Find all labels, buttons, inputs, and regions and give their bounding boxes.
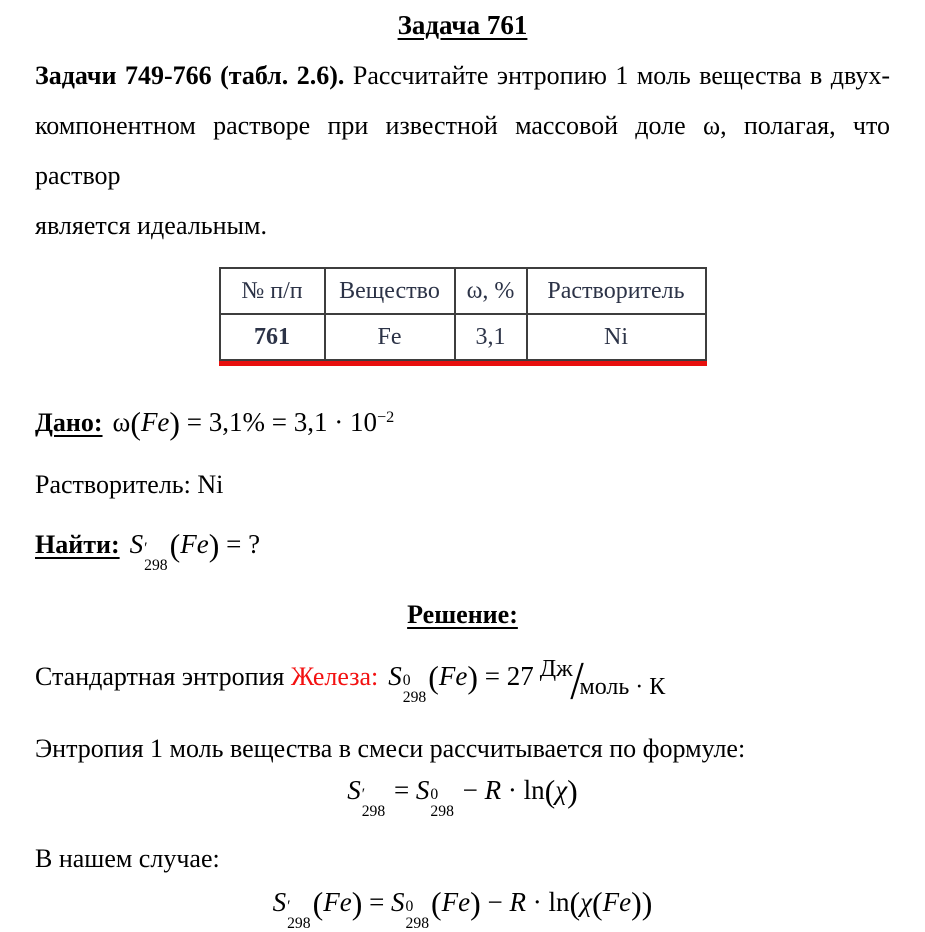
header-cell-omega: ω, %	[455, 268, 527, 314]
intro-bold-lead: Задачи 749-766 (табл. 2.6).	[35, 61, 345, 90]
minus-sign: −	[462, 775, 478, 806]
solution-heading-row	[35, 600, 890, 630]
close-paren: )	[641, 886, 653, 922]
std-entropy-line	[35, 655, 890, 707]
s-supsub	[144, 541, 167, 574]
table-data-row	[220, 314, 706, 360]
intro-line-2: компонентном растворе при известной массовой доле ω, полагая, что раствор	[35, 111, 890, 190]
s-superscript: 0	[405, 898, 414, 916]
units-numerator: Дж	[539, 656, 573, 683]
units-denominator: моль · К	[579, 674, 666, 701]
solution-heading: Решение:	[407, 600, 518, 630]
open-paren: (	[592, 886, 603, 922]
s-symbol: S	[388, 661, 402, 692]
close-paren: )	[169, 406, 181, 441]
given-exponent: −2	[376, 408, 395, 427]
s-symbol: S	[129, 529, 144, 560]
close-paren: )	[631, 886, 642, 922]
s-subscript: 298	[430, 803, 454, 821]
cell-omega-value: 3,1	[455, 314, 527, 360]
close-paren: )	[208, 528, 220, 563]
fe-symbol: Fe	[602, 887, 632, 918]
conditions-table	[219, 267, 707, 361]
entropy-s-term	[130, 529, 170, 574]
s-supsub	[430, 787, 453, 820]
table-header-row	[220, 268, 706, 314]
open-paren: (	[312, 886, 324, 922]
close-paren: )	[470, 886, 481, 922]
s-symbol: S	[391, 887, 405, 918]
header-cell-number: № п/п	[220, 268, 325, 314]
open-paren: (	[544, 774, 556, 810]
s-superscript: 0	[430, 786, 439, 804]
dot-operator: ·	[532, 887, 542, 918]
entropy-s-term	[416, 775, 456, 820]
intro-line-1	[35, 51, 890, 101]
omega-symbol: ω	[112, 407, 131, 438]
entropy-s-term	[391, 887, 431, 932]
fe-symbol: Fe	[441, 887, 471, 918]
s-symbol: S	[415, 775, 430, 806]
intro-line-1-text: Рассчитайте энтропию 1 моль вещества в двух-	[344, 61, 890, 90]
solvent-line: Растворитель: Ni	[35, 470, 224, 499]
entropy-s-term	[388, 661, 428, 706]
given-line	[35, 406, 890, 442]
std-entropy-value: = 27	[477, 661, 534, 692]
header-cell-substance: Вещество	[325, 268, 455, 314]
units-fraction	[539, 655, 666, 707]
mix-rule-line: Энтропия 1 моль вещества в смеси рассчитывается по формуле:	[35, 734, 746, 764]
s-subscript: 298	[405, 915, 430, 932]
s-supsub	[287, 899, 310, 932]
gas-constant-symbol: R	[484, 775, 502, 806]
table-red-underline	[219, 361, 707, 366]
given-value: = 3,1% = 3,1 · 10	[180, 407, 377, 438]
chi-symbol: χ	[555, 775, 568, 806]
s-subscript: 298	[287, 915, 311, 932]
cell-solvent: Ni	[527, 314, 706, 360]
dot-operator: ·	[507, 775, 517, 806]
s-supsub	[403, 673, 426, 706]
entropy-s-term	[347, 775, 387, 820]
entropy-s-term	[273, 887, 313, 932]
close-paren: )	[567, 774, 578, 810]
case-formula	[35, 886, 890, 932]
cell-substance: Fe	[325, 314, 455, 360]
fraction-slash: ∕	[569, 655, 585, 707]
cell-problem-number: 761	[220, 314, 325, 360]
s-supsub	[362, 787, 385, 820]
intro-paragraph	[35, 51, 890, 251]
iron-red-text: Железа:	[290, 662, 379, 692]
std-entropy-formula	[388, 655, 666, 707]
s-symbol: S	[347, 775, 361, 806]
given-label: Дано:	[35, 408, 103, 438]
s-subscript: 298	[402, 689, 427, 707]
general-formula	[35, 774, 890, 820]
find-label: Найти:	[35, 530, 120, 560]
std-entropy-text: Стандартная энтропия	[35, 662, 291, 692]
fe-symbol: Fe	[438, 661, 468, 692]
s-subscript: 298	[144, 557, 168, 575]
s-superscript: ′	[287, 898, 291, 916]
find-line	[35, 528, 890, 574]
s-superscript: ′	[144, 540, 148, 558]
s-superscript: 0	[402, 672, 411, 690]
chi-symbol: χ	[580, 887, 593, 918]
fe-symbol: Fe	[323, 887, 352, 918]
fe-symbol: Fe	[140, 407, 170, 438]
conditions-table-wrap	[35, 267, 890, 366]
minus-sign: −	[487, 887, 503, 918]
equals-sign: =	[393, 775, 410, 806]
close-paren: )	[467, 660, 478, 696]
s-subscript: 298	[361, 803, 386, 821]
find-formula	[129, 528, 261, 575]
ln-operator: ln	[523, 775, 545, 806]
ln-operator: ln	[548, 887, 570, 918]
open-paren: (	[428, 660, 439, 696]
page-title: Задача 761	[397, 10, 528, 40]
fe-symbol: Fe	[180, 529, 209, 560]
open-paren: (	[169, 528, 181, 563]
given-formula	[112, 406, 395, 441]
s-supsub	[406, 899, 429, 932]
s-superscript: ′	[361, 786, 366, 804]
find-question: = ?	[219, 529, 261, 560]
open-paren: (	[130, 406, 141, 441]
case-line: В нашем случае:	[35, 844, 220, 874]
intro-line-3: является идеальным.	[35, 211, 267, 240]
close-paren: )	[351, 886, 363, 922]
gas-constant-symbol: R	[509, 887, 526, 918]
s-symbol: S	[272, 887, 287, 918]
header-cell-solvent: Растворитель	[527, 268, 706, 314]
open-paren: (	[569, 886, 581, 922]
open-paren: (	[431, 886, 442, 922]
equals-sign: =	[369, 887, 385, 918]
